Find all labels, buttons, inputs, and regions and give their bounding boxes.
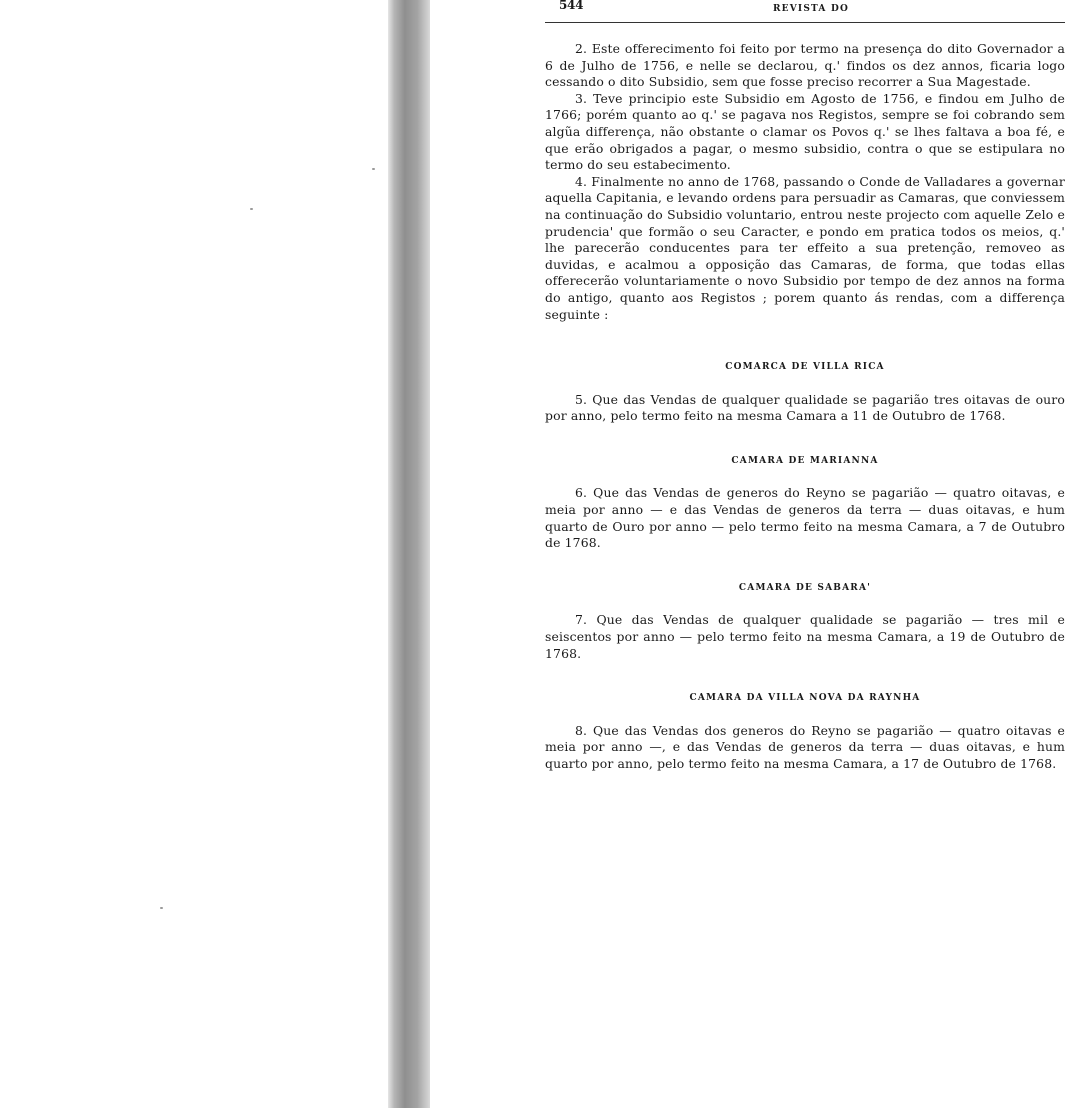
section-heading-marianna: CAMARA DE MARIANNA (731, 455, 879, 466)
book-gutter (388, 0, 430, 1108)
scan-speck (160, 907, 163, 909)
book-page (545, 0, 1065, 773)
paragraph-8: 8. Que das Vendas dos generos do Reyno se pagarião — quatro oitavas e meia por anno —, e das Vendas de generos da terra — duas oitavas, e hum quarto por anno, pelo termo feito na mesma Camara, a 17 de Outubro de 1768. (545, 722, 1065, 771)
paragraph-7: 7. Que das Vendas de qualquer qualidade se pagarião — tres mil e seiscentos por anno — pelo termo feito na mesma Camara, a 19 de Outubro de 1768. (545, 612, 1065, 661)
section-heading-villa-nova-da-raynha: CAMARA DA VILLA NOVA DA RAYNHA (689, 693, 921, 704)
scan-speck (372, 168, 375, 170)
journal-title: REVISTA DO (773, 4, 849, 14)
paragraph-2: 2. Este offerecimento foi feito por termo na presença do dito Governador a 6 de Julho de 1756, e nelle se declarou, q.' findos os dez annos, ficaria logo cessando o dito Subsidio, sem que fosse preciso recorrer a Sua Magestade. (545, 41, 1065, 90)
running-head (545, 0, 1065, 23)
section-heading-villa-rica: COMARCA DE VILLA RICA (725, 362, 885, 373)
page-number: 544 (559, 0, 584, 12)
section-heading-sabara: CAMARA DE SABARA' (738, 582, 872, 593)
page-body (545, 41, 1065, 773)
paragraph-5: 5. Que das Vendas de qualquer qualidade se pagarião tres oitavas de ouro por anno, pelo termo feito na mesma Camara a 11 de Outubro de 1768. (545, 391, 1065, 424)
paragraph-3: 3. Teve principio este Subsidio em Agosto de 1756, e findou em Julho de 1766; porém quanto ao q.' se pagava nos Registos, sempre se foi cobrando sem algũa differença, não obstante o clamar os Povos q.' se lhes faltava a boa fé, e que erão obrigados a pagar, o mesmo subsidio, contra o que se estipulara no termo do seu estabecimento. (545, 90, 1065, 173)
paragraph-4: 4. Finalmente no anno de 1768, passando o Conde de Valladares a governar aquella Capitania, e levando ordens para persuadir as Camaras, que conviessem na continuação do Subsidio voluntario, entrou neste projecto com aquelle Zelo e prudencia' que formão o seu Caracter, e pondo em pratica todos os meios, q.' lhe parecerão conducentes para ter effeito a sua pretenção, removeo as duvidas, e acalmou a opposição das Camaras, de forma, que todas ellas offerecerão voluntariamente o novo Subsidio por tempo de dez annos na forma do antigo, quanto aos Registos ; porem quanto ás rendas, com a differença seguinte : (545, 173, 1065, 322)
paragraph-6: 6. Que das Vendas de generos do Reyno se pagarião — quatro oitavas, e meia por anno — e das Vendas de generos da terra — duas oitavas, e hum quarto de Ouro por anno — pelo termo feito na mesma Camara, a 7 de Outubro de 1768. (545, 485, 1065, 551)
scan-speck (250, 208, 253, 210)
